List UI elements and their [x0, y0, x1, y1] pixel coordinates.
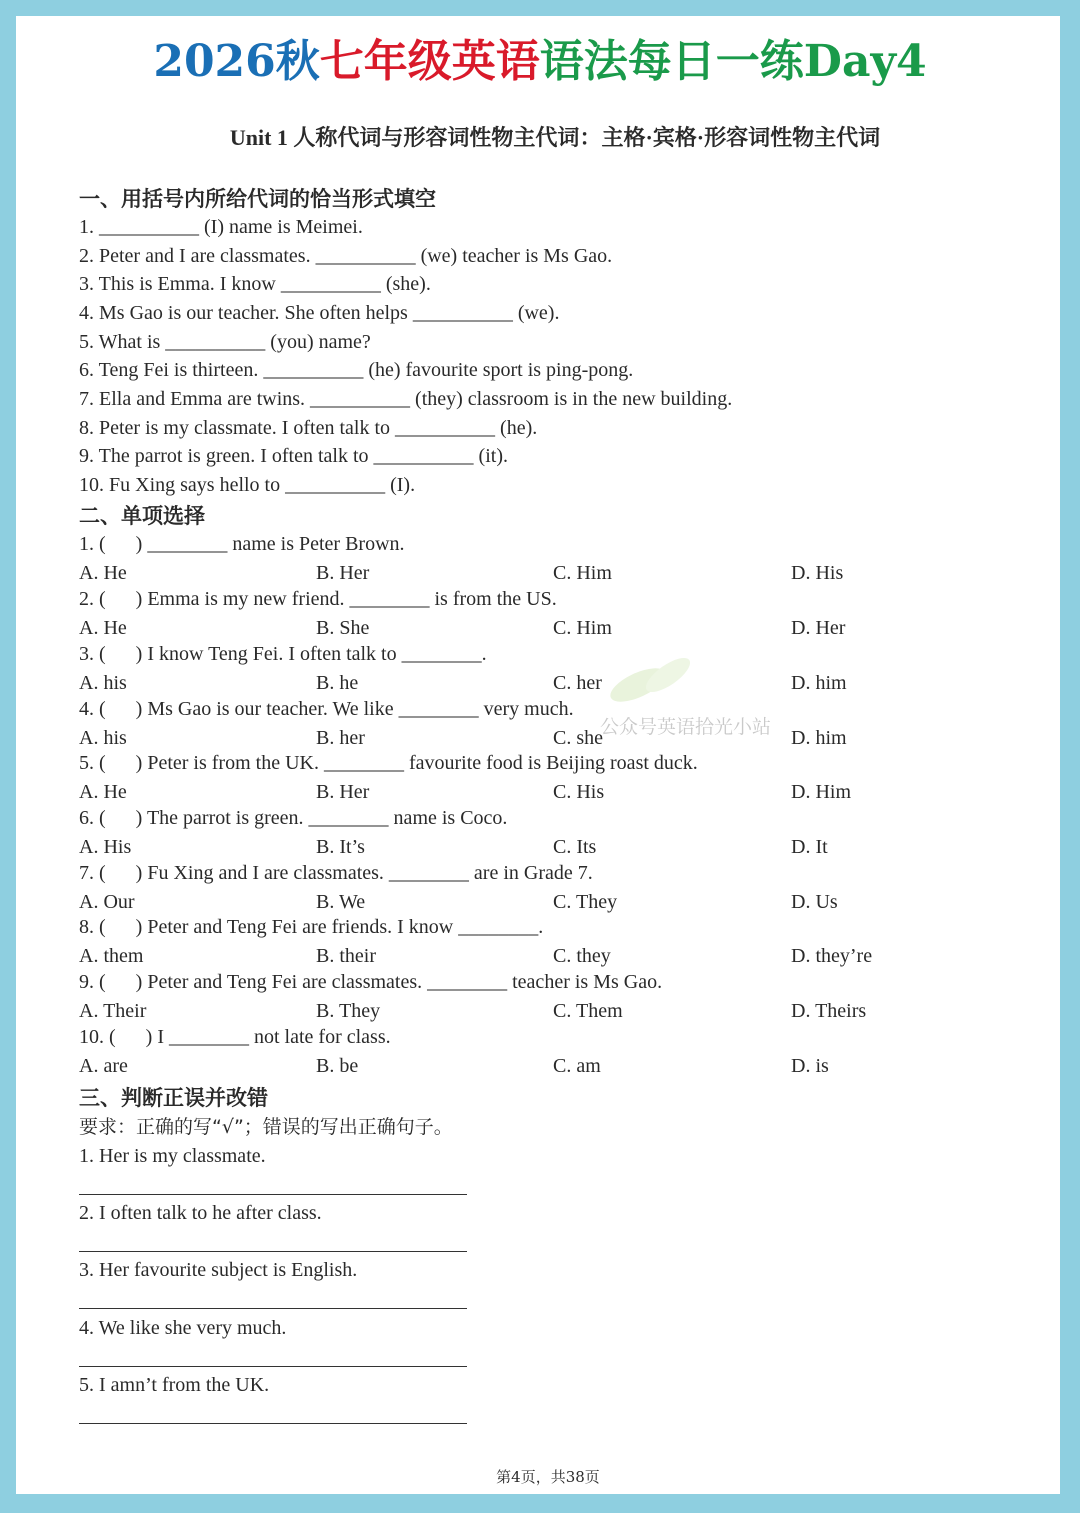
answer-line[interactable] [79, 1308, 467, 1309]
choice-question: 6. ( ) The parrot is green. ________ name is Coco. [79, 807, 508, 829]
choice-question: 1. ( ) ________ name is Peter Brown. [79, 533, 405, 555]
choice-option: B. It’s [316, 836, 365, 858]
choice-option: C. her [553, 672, 602, 694]
choice-option: D. him [791, 672, 847, 694]
section3-heading: 三、判断正误并改错 [79, 1086, 268, 1110]
fill-blank-item: 6. Teng Fei is thirteen. __________ (he) favourite sport is ping-pong. [79, 359, 634, 381]
choice-option: A. them [79, 945, 144, 967]
correction-item: 2. I often talk to he after class. [79, 1202, 322, 1224]
fill-blank-item: 7. Ella and Emma are twins. __________ (they) classroom is in the new building. [79, 388, 733, 410]
answer-line[interactable] [79, 1194, 467, 1195]
fill-blank-item: 1. __________ (I) name is Meimei. [79, 216, 363, 238]
title-practice: 语法每日一练 [539, 36, 804, 87]
choice-option: B. her [316, 727, 365, 749]
title-year: 2026秋 [153, 36, 320, 87]
choice-option: C. am [553, 1055, 601, 1077]
title-grade: 七年级英语 [319, 36, 540, 87]
choice-option: D. they’re [791, 945, 873, 967]
choice-option: D. Theirs [791, 1000, 867, 1022]
choice-question: 4. ( ) Ms Gao is our teacher. We like ________ very much. [79, 698, 574, 720]
correction-item: 3. Her favourite subject is English. [79, 1259, 358, 1281]
answer-line[interactable] [79, 1366, 467, 1367]
watermark-text: 公众号英语拾光小站 [600, 716, 772, 738]
choice-question: 2. ( ) Emma is my new friend. ________ is from the US. [79, 588, 557, 610]
choice-option: B. be [316, 1055, 359, 1077]
choice-option: C. Him [553, 617, 612, 639]
fill-blank-item: 2. Peter and I are classmates. __________ (we) teacher is Ms Gao. [79, 245, 613, 267]
choice-option: A. He [79, 617, 127, 639]
choice-option: A. He [79, 781, 127, 803]
choice-option: D. him [791, 727, 847, 749]
choice-option: B. their [316, 945, 376, 967]
fill-blank-item: 3. This is Emma. I know __________ (she). [79, 273, 431, 295]
page-footer: 第4页，共38页 [496, 1468, 600, 1486]
choice-option: C. Them [553, 1000, 623, 1022]
choice-option: D. Him [791, 781, 851, 803]
fill-blank-item: 9. The parrot is green. I often talk to __________ (it). [79, 445, 508, 467]
choice-question: 8. ( ) Peter and Teng Fei are friends. I know ________. [79, 916, 544, 938]
leaf-watermark-icon [598, 650, 708, 715]
choice-option: D. Us [791, 891, 838, 913]
correction-item: 5. I amn’t from the UK. [79, 1374, 270, 1396]
choice-question: 10. ( ) I ________ not late for class. [79, 1026, 391, 1048]
choice-option: D. It [791, 836, 828, 858]
choice-option: C. His [553, 781, 605, 803]
choice-question: 9. ( ) Peter and Teng Fei are classmates. ________ teacher is Ms Gao. [79, 971, 663, 993]
choice-option: B. Her [316, 562, 370, 584]
section3-requirement: 要求：正确的写“√”；错误的写出正确句子。 [79, 1116, 453, 1138]
choice-option: A. His [79, 836, 132, 858]
choice-option: A. are [79, 1055, 128, 1077]
choice-option: A. Our [79, 891, 135, 913]
choice-question: 3. ( ) I know Teng Fei. I often talk to ________. [79, 643, 487, 665]
choice-option: B. We [316, 891, 366, 913]
answer-line[interactable] [79, 1423, 467, 1424]
choice-question: 7. ( ) Fu Xing and I are classmates. ________ are in Grade 7. [79, 862, 593, 884]
correction-item: 4. We like she very much. [79, 1317, 287, 1339]
page-title [0, 30, 1080, 94]
fill-blank-item: 4. Ms Gao is our teacher. She often helps __________ (we). [79, 302, 560, 324]
choice-option: C. they [553, 945, 611, 967]
choice-option: A. He [79, 562, 127, 584]
choice-option: D. Her [791, 617, 846, 639]
choice-option: A. his [79, 727, 127, 749]
choice-option: C. she [553, 727, 603, 749]
choice-option: B. he [316, 672, 359, 694]
unit-subtitle: Unit 1 人称代词与形容词性物主代词：主格·宾格·形容词性物主代词 [229, 125, 881, 150]
choice-question: 5. ( ) Peter is from the UK. ________ favourite food is Beijing roast duck. [79, 752, 698, 774]
fill-blank-item: 8. Peter is my classmate. I often talk to __________ (he). [79, 417, 538, 439]
section2-heading: 二、单项选择 [79, 504, 205, 528]
answer-line[interactable] [79, 1251, 467, 1252]
choice-option: D. His [791, 562, 844, 584]
fill-blank-item: 10. Fu Xing says hello to __________ (I). [79, 474, 416, 496]
choice-option: C. Him [553, 562, 612, 584]
choice-option: C. They [553, 891, 618, 913]
title-day: Day4 [803, 36, 927, 87]
section1-heading: 一、用括号内所给代词的恰当形式填空 [79, 187, 436, 211]
choice-option: B. Her [316, 781, 370, 803]
choice-option: D. is [791, 1055, 829, 1077]
choice-option: B. They [316, 1000, 381, 1022]
choice-option: B. She [316, 617, 370, 639]
fill-blank-item: 5. What is __________ (you) name? [79, 331, 371, 353]
correction-item: 1. Her is my classmate. [79, 1145, 266, 1167]
choice-option: A. Their [79, 1000, 147, 1022]
choice-option: A. his [79, 672, 127, 694]
choice-option: C. Its [553, 836, 597, 858]
